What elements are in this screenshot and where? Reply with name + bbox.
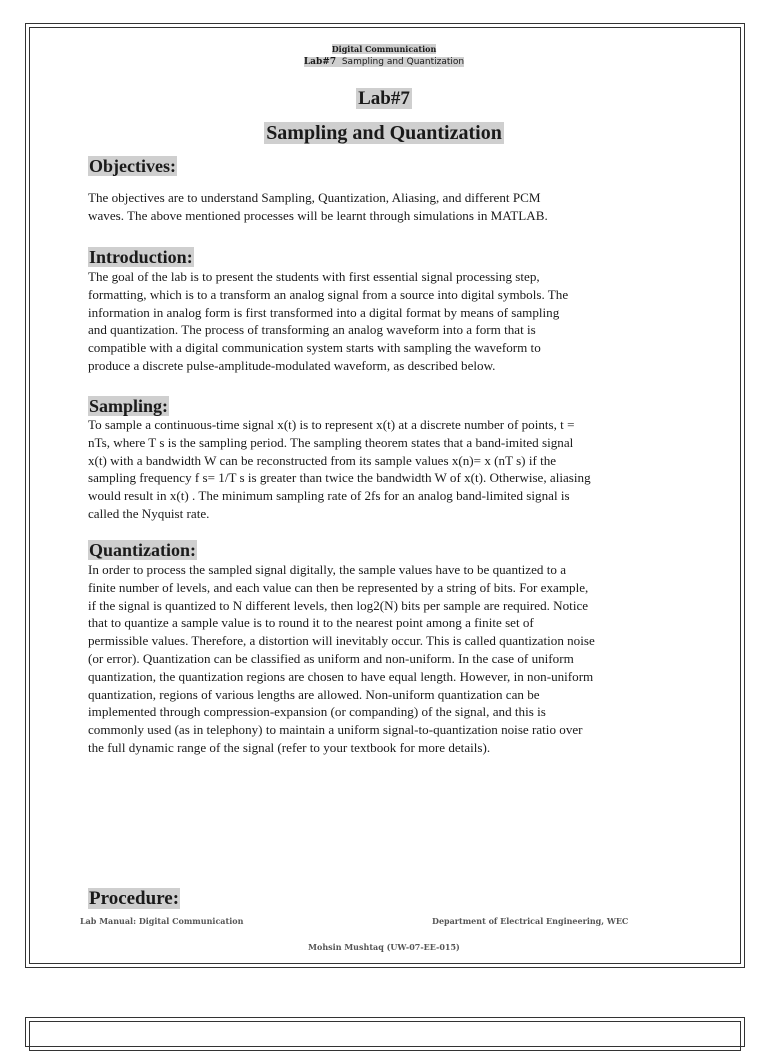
introduction-heading: Introduction: [89, 247, 193, 267]
quantization-heading: Quantization: [89, 540, 197, 560]
lab-main-title: Sampling and Quantization [266, 122, 502, 144]
procedure-heading: Procedure: [89, 888, 180, 909]
sampling-paragraph: To sample a continuous-time signal x(t) is to represent x(t) at a discrete number of points, t = nTs, where T s is the sampling period. The sampling theorem states that a band-imited signal x(t) with a bandwidth W can be reconstructed from its sample values x(n)= x (nT s) if the sampling frequency f s= 1/T s is greater than twice the bandwidth W of x(t). Otherwise, aliasing would result in x(t) . The minimum sampling rate of 2fs for an analog band-limited signal is called the Nyquist rate. [88, 417, 591, 521]
next-page-border-inner [29, 1021, 741, 1051]
objectives-paragraph: The objectives are to understand Sampling, Quantization, Aliasing, and different PCM waves. The above mentioned processes will be learnt through simulations in MATLAB. [88, 190, 548, 223]
footer-right: Department of Electrical Engineering, WEC [432, 916, 629, 926]
introduction-paragraph: The goal of the lab is to present the students with first essential signal processing step, formatting, which is to a transform an analog signal from a source into digital symbols. The information in analog form is first transformed into a digital format by means of sampling and quantization. The process of transforming an analog waveform into a form that is compatible with a digital communication system starts with sampling the waveform to produce a discrete pulse-amplitude-modulated waveform, as described below. [88, 269, 569, 373]
footer-author: Mohsin Mushtaq (UW-07-EE-015) [308, 942, 460, 952]
running-header-lab [0, 57, 768, 67]
objectives-heading: Objectives: [89, 156, 176, 176]
quantization-paragraph: In order to process the sampled signal digitally, the sample values have to be quantized to a finite number of levels, and each value can then be represented by a string of bits. For example, if the signal is quantized to N different levels, then log2(N) bits per sample are required. Notice that to quantize a sample value is to round it to the nearest point among a finite set of permissible values. Therefore, a distortion will inevitably occur. This is called quantization noise (or error). Quantization can be classified as uniform and non-uniform. In the case of uniform quantization, the quantization regions are chosen to have equal length. However, in non-uniform quantization, regions of various lengths are allowed. Non-uniform quantization can be implemented through compression-expansion (or companding) of the signal, and this is commonly used (as in telephony) to maintain a uniform signal-to-quantization noise ratio over the full dynamic range of the signal (refer to your textbook for more details). [88, 562, 595, 755]
running-header-lab-no: Lab#7 [303, 57, 337, 67]
running-header-lab-topic: Sampling and Quantization [341, 57, 465, 67]
sampling-heading: Sampling: [89, 396, 169, 416]
running-header-course: Digital Communication [331, 44, 437, 54]
footer-left: Lab Manual: Digital Communication [80, 916, 244, 926]
lab-number-title: Lab#7 [358, 88, 410, 109]
